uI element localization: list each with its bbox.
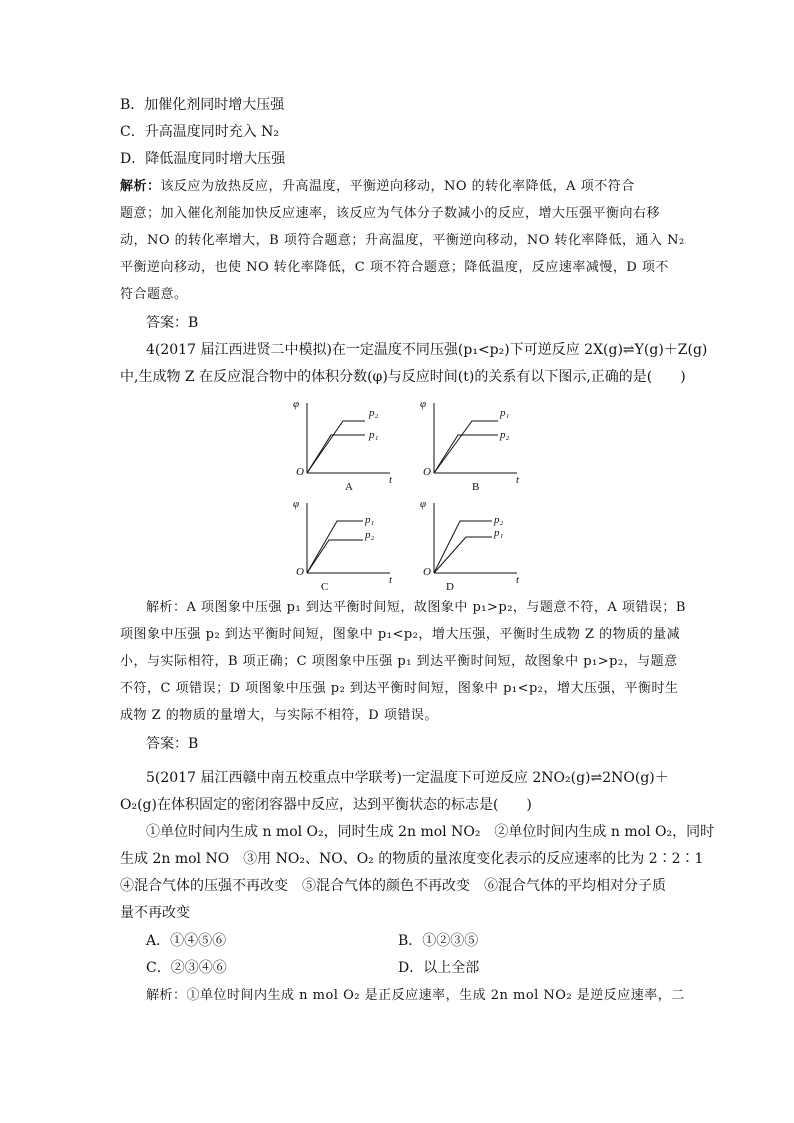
graph-c bbox=[285, 495, 415, 599]
graph-letter: B bbox=[472, 481, 480, 493]
curve-top-label: p₁ bbox=[365, 514, 375, 526]
q4-analysis-line-2: 项图象中压强 p₂ 到达平衡时间短，图象中 p₁<p₂，增大压强，平衡时生成物 Z 的物质的量减 bbox=[120, 627, 681, 642]
prev-answer: 答案：B bbox=[146, 315, 199, 331]
graph-a bbox=[285, 395, 415, 499]
y-axis-label: φ bbox=[420, 398, 427, 410]
curve-bottom-label: p₂ bbox=[500, 429, 510, 441]
x-axis-label: t bbox=[516, 574, 520, 586]
analysis-label: 解析： bbox=[120, 179, 161, 194]
graph-b bbox=[412, 395, 542, 499]
curve-bottom-label: p₂ bbox=[365, 529, 375, 541]
q5-items-line-1: ①单位时间内生成 n mol O₂，同时生成 2n mol NO₂ ②单位时间内生成 n mol O₂，同时 bbox=[146, 824, 715, 840]
curve-top-label: p₂ bbox=[369, 407, 379, 419]
q5-option-b: B．①②③⑤ bbox=[398, 933, 479, 949]
origin-label: O bbox=[423, 466, 431, 478]
prev-analysis-line-2: 题意；加入催化剂能加快反应速率，该反应为气体分子数减小的反应，增大压强平衡向右移 bbox=[120, 206, 661, 221]
graph-letter: C bbox=[321, 581, 329, 593]
q5-stem-line-2: O₂(g)在体积固定的密闭容器中反应，达到平衡状态的标志是( ) bbox=[120, 797, 532, 813]
q5-items-line-2: 生成 2n mol NO ③用 NO₂、NO、O₂ 的物质的量浓度变化表示的反应速率的比为 2∶2∶1 bbox=[120, 851, 704, 867]
q4-answer: 答案：B bbox=[146, 736, 199, 752]
origin-label: O bbox=[423, 566, 431, 578]
prev-analysis-line-4: 平衡逆向移动，也使 NO 转化率降低，C 项不符合题意；降低温度，反应速率减慢，D 项不 bbox=[120, 260, 669, 275]
y-axis-label: φ bbox=[293, 398, 300, 410]
option-b: B．加催化剂同时增大压强 bbox=[120, 97, 285, 113]
graph-letter: A bbox=[345, 481, 353, 493]
analysis-text: 该反应为放热反应，升高温度，平衡逆向移动，NO 的转化率降低，A 项不符合 bbox=[160, 179, 635, 194]
option-d: D．降低温度同时增大压强 bbox=[120, 151, 286, 167]
curve-top-label: p₂ bbox=[494, 514, 504, 526]
q4-analysis-line-3: 小，与实际相符，B 项正确；C 项图象中压强 p₁ 到达平衡时间短，故图象中 p₁>p₂，与题意 bbox=[120, 654, 678, 669]
q5-option-d: D．以上全部 bbox=[398, 960, 480, 976]
q5-option-a: A．①④⑤⑥ bbox=[146, 933, 227, 949]
q5-stem-line-1: 5(2017 届江西赣中南五校重点中学联考)一定温度下可逆反应 2NO₂(g)⇌2NO(g)＋ bbox=[146, 770, 669, 786]
option-c: C．升高温度同时充入 N₂ bbox=[120, 124, 280, 140]
curve-top-label: p₁ bbox=[500, 407, 510, 419]
graph-letter: D bbox=[446, 581, 454, 593]
curve-bottom-label: p₁ bbox=[494, 527, 504, 539]
x-axis-label: t bbox=[389, 574, 393, 586]
graph-d bbox=[412, 495, 542, 599]
prev-analysis-line-1 bbox=[120, 177, 635, 197]
q4-stem-line-2: 中,生成物 Z 在反应混合物中的体积分数(φ)与反应时间(t)的关系有以下图示,正确的是( ) bbox=[120, 369, 686, 385]
q4-analysis-line-1: 解析：A 项图象中压强 p₁ 到达平衡时间短，故图象中 p₁>p₂，与题意不符，A 项错误；B bbox=[146, 600, 686, 615]
q5-analysis-line-1: 解析：①单位时间内生成 n mol O₂ 是正反应速率，生成 2n mol NO₂ 是逆反应速率，二 bbox=[146, 988, 685, 1003]
q5-option-c: C．②③④⑥ bbox=[146, 960, 227, 976]
prev-analysis-line-3: 动，NO 的转化率增大，B 项符合题意；升高温度，平衡逆向移动，NO 转化率降低，通入 N₂ bbox=[120, 233, 685, 248]
y-axis-label: φ bbox=[293, 498, 300, 510]
origin-label: O bbox=[296, 466, 304, 478]
curve-bottom-label: p₁ bbox=[369, 429, 379, 441]
x-axis-label: t bbox=[389, 474, 393, 486]
q4-analysis-line-5: 成物 Z 的物质的量增大，与实际不相符，D 项错误。 bbox=[120, 708, 438, 723]
q4-stem-line-1: 4(2017 届江西进贤二中模拟)在一定温度不同压强(p₁<p₂)下可逆反应 2X(g)⇌Y(g)＋Z(g) bbox=[146, 342, 708, 358]
x-axis-label: t bbox=[516, 474, 520, 486]
y-axis-label: φ bbox=[420, 498, 427, 510]
origin-label: O bbox=[296, 566, 304, 578]
q5-items-line-4: 量不再改变 bbox=[120, 905, 190, 921]
q5-items-line-3: ④混合气体的压强不再改变 ⑤混合气体的颜色不再改变 ⑥混合气体的平均相对分子质 bbox=[120, 878, 666, 894]
q4-analysis-line-4: 不符，C 项错误；D 项图象中压强 p₂ 到达平衡时间短，图象中 p₁<p₂，增大压强，平衡时生 bbox=[120, 681, 679, 696]
prev-analysis-line-5: 符合题意。 bbox=[120, 287, 188, 302]
